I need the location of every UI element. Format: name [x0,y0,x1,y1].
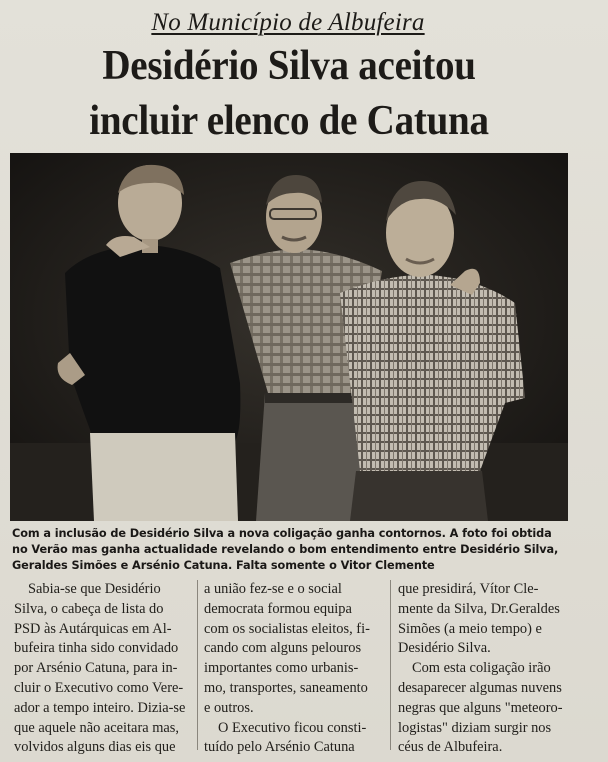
kicker [0,8,576,38]
caption-line-3: Geraldes Simões e Arsénio Catuna. Falta somente o Vitor Clemente [12,559,435,572]
body-line: Sabia-se que Desidério [28,581,161,597]
body-line: e outros. [204,699,254,716]
body-line: PSD às Autárquicas em Al- [14,620,172,637]
body-line: Simões (a meio tempo) e [398,620,542,637]
body-line: democrata formou equipa [204,600,352,617]
body-line: mente da Silva, Dr.Geraldes [398,600,560,617]
headline-line-1: Desidério Silva aceitou [102,43,476,89]
body-line: mo, transportes, saneamento [204,679,368,696]
body-line: a união fez-se e o social [204,581,342,597]
article-column-2 [204,580,382,758]
body-line: com os socialistas eleitos, fi- [204,620,370,637]
body-line: Com esta coligação irão [412,660,551,677]
body-line: volvidos alguns dias eis que [14,739,176,756]
body-line: desaparecer algumas nuvens [398,679,562,696]
body-line: ador a tempo inteiro. Dizia-se [14,699,186,716]
body-line: que aquele não aceitara mas, [14,719,180,736]
article-column-1 [14,580,192,758]
three-men-photo-illustration [10,153,568,521]
kicker-text: No Município de Albufeira [151,9,425,36]
body-line: bufeira tinha sido convidado [14,640,179,657]
body-line: tuído pelo Arsénio Catuna [204,739,355,756]
caption-line-2: no Verão mas ganha actualidade revelando o bom entendimento entre Desidério Silva, [12,543,559,556]
article-column-3 [398,580,576,758]
column-divider-1 [197,580,198,750]
body-line: céus de Albufeira. [398,739,503,756]
body-line: Silva, o cabeça de lista do [14,600,164,617]
article-body [0,580,608,762]
body-line: importantes como urbanis- [204,660,359,677]
caption-line-1: Com a inclusão de Desidério Silva a nova coligação ganha contornos. A foto foi obtida [12,527,552,540]
body-line: Desidério Silva. [398,640,491,657]
photo-caption [12,526,572,574]
headline-line-2: incluir elenco de Catuna [89,98,489,144]
body-line: por Arsénio Catuna, para in- [14,660,178,677]
body-line: que presidirá, Vítor Cle- [398,581,539,597]
news-photo [10,153,568,521]
column-divider-2 [390,580,391,750]
body-line: cluir o Executivo como Vere- [14,679,184,696]
body-line: negras que alguns "meteoro- [398,699,563,716]
body-line: O Executivo ficou consti- [218,719,367,736]
body-line: logistas" diziam surgir nos [398,719,552,736]
body-line: cando com alguns pelouros [204,640,362,657]
